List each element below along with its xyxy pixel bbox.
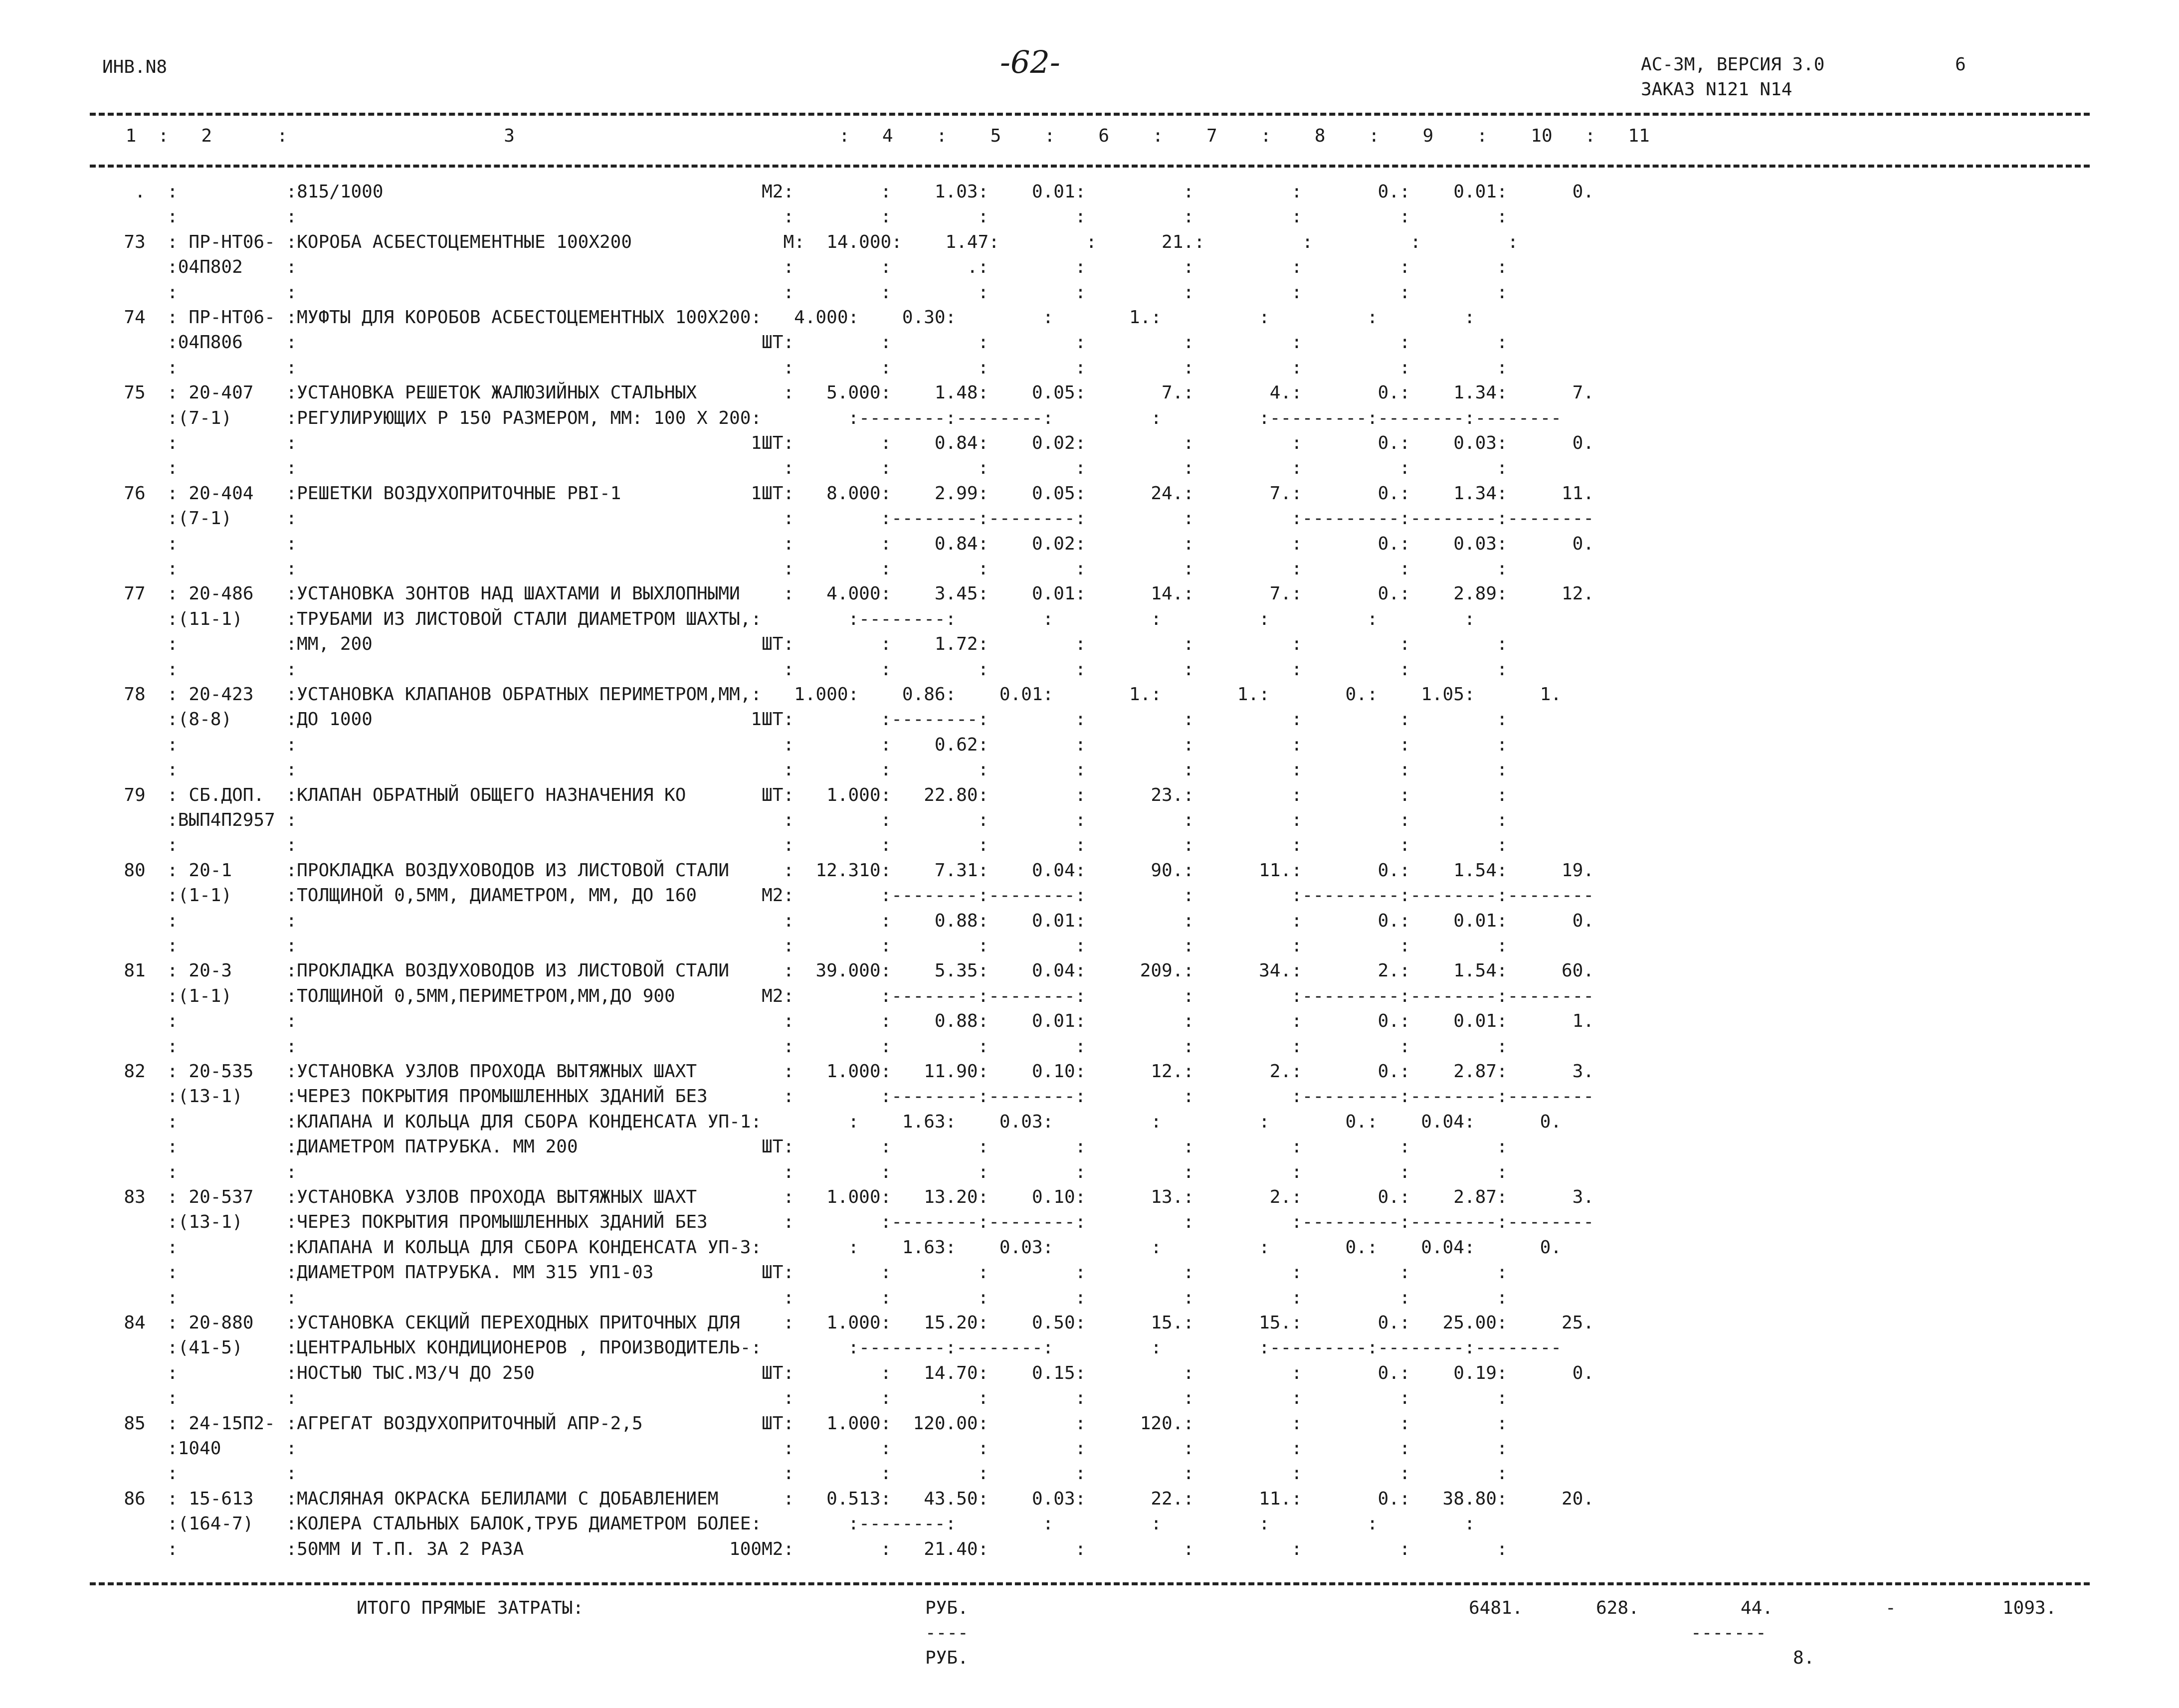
total-unit-dash: ---- (925, 1623, 969, 1643)
table-line: : : : : : : : : : : (102, 1463, 1508, 1484)
table-line: 84 : 20-880 :УСТАНОВКА СЕКЦИЙ ПЕРЕХОДНЫХ ПРИТОЧНЫХ ДЛЯ : 1.000: 15.20: 0.50: 15.: 15.: 0.: 25.00: 25. (102, 1313, 1594, 1333)
table-line: 77 : 20-486 :УСТАНОВКА ЗОНТОВ НАД ШАХТАМИ И ВЫХЛОПНЫМИ : 4.000: 3.45: 0.01: 14.: 7.: 0.: 2.89: 12. (102, 583, 1594, 604)
table-line: :(13-1) :ЧЕРЕЗ ПОКРЫТИЯ ПРОМЫШЛЕННЫХ ЗДАНИЙ БЕЗ : :--------:--------: : :---------:--------:-------- (102, 1212, 1594, 1233)
header-dashed-rule (90, 165, 2090, 168)
table-line: :ВЫП4П2957 : : : : : : : : : (102, 810, 1508, 830)
total-col-9: 44. (1741, 1598, 1774, 1618)
table-line: : :НОСТЬЮ ТЫС.М3/Ч ДО 250 ШТ: : 14.70: 0.15: : : 0.: 0.19: 0. (102, 1362, 1594, 1383)
table-line: : : 1ШТ: : 0.84: 0.02: : : 0.: 0.03: 0. (102, 433, 1594, 453)
table-line: 75 : 20-407 :УСТАНОВКА РЕШЕТОК ЖАЛЮЗИЙНЫХ СТАЛЬНЫХ : 5.000: 1.48: 0.05: 7.: 4.: 0.: 1.34: 7. (102, 382, 1594, 403)
table-line: 73 : ПР-НТ06- :КОРОБА АСБЕСТОЦЕМЕНТНЫЕ 100Х200 М: 14.000: 1.47: : 21.: : : : (102, 231, 1519, 252)
table-line: : : : : : : : : : : (102, 835, 1508, 856)
table-line: 86 : 15-613 :МАСЛЯНАЯ ОКРАСКА БЕЛИЛАМИ С ДОБАВЛЕНИЕМ : 0.513: 43.50: 0.03: 22.: 11.: 0.: 38.80: 20. (102, 1488, 1594, 1509)
table-line: :(41-5) :ЦЕНТРАЛЬНЫХ КОНДИЦИОНЕРОВ , ПРОИЗВОДИТЕЛЬ-: :--------:--------: : :---------:--------:-------- (102, 1337, 1562, 1358)
total-unit-1: РУБ. (925, 1598, 969, 1618)
table-line: 80 : 20-1 :ПРОКЛАДКА ВОЗДУХОВОДОВ ИЗ ЛИСТОВОЙ СТАЛИ : 12.310: 7.31: 0.04: 90.: 11.: 0.: 1.54: 19. (102, 860, 1594, 881)
table-line: : : : : 0.88: 0.01: : : 0.: 0.01: 0. (102, 910, 1594, 931)
total-label: ИТОГО ПРЯМЫЕ ЗАТРАТЫ: (357, 1598, 584, 1618)
program-version: АС-3М, ВЕРСИЯ 3.0 (1641, 54, 1825, 75)
table-line: : : : : : : : : : : (102, 936, 1508, 956)
table-line: 78 : 20-423 :УСТАНОВКА КЛАПАНОВ ОБРАТНЫХ ПЕРИМЕТРОМ,ММ,: 1.000: 0.86: 0.01: 1.: 1.: 0.: 1.05: 1. (102, 684, 1562, 705)
table-line: : : : : : : : : : : (102, 1161, 1508, 1182)
table-line: : :КЛАПАНА И КОЛЬЦА ДЛЯ СБОРА КОНДЕНСАТА УП-3: : 1.63: 0.03: : : 0.: 0.04: 0. (102, 1237, 1562, 1258)
order-number: ЗАКАЗ N121 N14 (1641, 79, 1792, 100)
table-line: :(1-1) :ТОЛЩИНОЙ 0,5ММ,ПЕРИМЕТРОМ,ММ,ДО 900 М2: :--------:--------: : :---------:--------:-------- (102, 985, 1594, 1006)
table-line: :(13-1) :ЧЕРЕЗ ПОКРЫТИЯ ПРОМЫШЛЕННЫХ ЗДАНИЙ БЕЗ : :--------:--------: : :---------:--------:-------- (102, 1086, 1594, 1107)
table-line: 79 : СБ.ДОП. :КЛАПАН ОБРАТНЫЙ ОБЩЕГО НАЗНАЧЕНИЯ КО ШТ: 1.000: 22.80: : 23.: : : : (102, 784, 1508, 805)
table-line: : :ДИАМЕТРОМ ПАТРУБКА. ММ 315 УП1-03 ШТ: : : : : : : : (102, 1262, 1508, 1283)
total-col-9-second: 8. (1793, 1648, 1815, 1668)
table-line: 85 : 24-15П2- :АГРЕГАТ ВОЗДУХОПРИТОЧНЫЙ АПР-2,5 ШТ: 1.000: 120.00: : 120.: : : : (102, 1413, 1508, 1434)
table-line: :(11-1) :ТРУБАМИ ИЗ ЛИСТОВОЙ СТАЛИ ДИАМЕТРОМ ШАХТЫ,: :--------: : : : : : (102, 608, 1475, 629)
total-col-11: 1093. (2002, 1598, 2057, 1618)
table-line: :(7-1) : : :--------:--------: : :---------:--------:-------- (102, 508, 1594, 529)
total-unit-2: РУБ. (925, 1648, 969, 1668)
table-line: :1040 : : : : : : : : : (102, 1438, 1508, 1459)
column-header-row: 1 : 2 : 3 : 4 : 5 : 6 : 7 : 8 : 9 : 10 : 11 (115, 126, 1650, 146)
table-line: : : : : : : : : : : (102, 559, 1508, 579)
table-line: : : : : : : : : : : (102, 282, 1508, 303)
table-line: :04П806 : ШТ: : : : : : : : (102, 332, 1508, 353)
total-col-8: 628. (1596, 1598, 1639, 1618)
table-line: :(8-8) :ДО 1000 1ШТ: :--------: : : : : : (102, 709, 1508, 730)
table-line: :(7-1) :РЕГУЛИРУЮЩИХ Р 150 РАЗМЕРОМ, ММ: 100 Х 200: :--------:--------: : :---------:--------:-------- (102, 407, 1562, 428)
table-line: : : : : : : : : : : (102, 759, 1508, 780)
table-line: : :50ММ И Т.П. ЗА 2 РАЗА 100М2: : 21.40: : : : : : (102, 1538, 1508, 1559)
table-line: : :КЛАПАНА И КОЛЬЦА ДЛЯ СБОРА КОНДЕНСАТА УП-1: : 1.63: 0.03: : : 0.: 0.04: 0. (102, 1111, 1562, 1132)
total-col-9-dash: ------- (1691, 1623, 1767, 1643)
table-line: : : : : : : : : : : (102, 1036, 1508, 1057)
table-line: : : : : 0.84: 0.02: : : 0.: 0.03: 0. (102, 533, 1594, 554)
table-line: : : : : : : : : : : (102, 659, 1508, 680)
table-line: 74 : ПР-НТ06- :МУФТЫ ДЛЯ КОРОБОВ АСБЕСТОЦЕМЕНТНЫХ 100Х200: 4.000: 0.30: : 1.: : : : (102, 307, 1475, 328)
inventory-number: ИНВ.N8 (102, 57, 168, 77)
table-line: 83 : 20-537 :УСТАНОВКА УЗЛОВ ПРОХОДА ВЫТЯЖНЫХ ШАХТ : 1.000: 13.20: 0.10: 13.: 2.: 0.: 2.87: 3. (102, 1187, 1594, 1207)
table-line: : :ММ, 200 ШТ: : 1.72: : : : : : (102, 634, 1508, 655)
table-line: 82 : 20-535 :УСТАНОВКА УЗЛОВ ПРОХОДА ВЫТЯЖНЫХ ШАХТ : 1.000: 11.90: 0.10: 12.: 2.: 0.: 2.87: 3. (102, 1061, 1594, 1082)
table-line: :(164-7) :КОЛЕРА СТАЛЬНЫХ БАЛОК,ТРУБ ДИАМЕТРОМ БОЛЕЕ: :--------: : : : : : (102, 1514, 1475, 1534)
version-mark: 6 (1955, 54, 1966, 75)
table-line: : : : : : : : : : : (102, 1287, 1508, 1308)
table-line: : :ДИАМЕТРОМ ПАТРУБКА. ММ 200 ШТ: : : : : : : : (102, 1137, 1508, 1157)
table-line: 76 : 20-404 :РЕШЕТКИ ВОЗДУХОПРИТОЧНЫЕ РВI-1 1ШТ: 8.000: 2.99: 0.05: 24.: 7.: 0.: 1.34: 11. (102, 483, 1594, 504)
table-line: . : :815/1000 М2: : 1.03: 0.01: : : 0.: 0.01: 0. (102, 182, 1594, 202)
table-line: :04П802 : : : .: : : : : : (102, 257, 1508, 278)
page-number: -62- (1000, 44, 1060, 80)
table-line: : : : : : : : : : : (102, 206, 1508, 227)
total-col-10: - (1885, 1598, 1896, 1618)
table-line: : : : : : : : : : : (102, 357, 1508, 378)
table-line: : : : : 0.62: : : : : : (102, 734, 1508, 755)
top-dashed-rule (90, 113, 2090, 116)
total-col-7: 6481. (1469, 1598, 1523, 1618)
table-line: : : : : : : : : : : (102, 1388, 1508, 1409)
table-line: 81 : 20-3 :ПРОКЛАДКА ВОЗДУХОВОДОВ ИЗ ЛИСТОВОЙ СТАЛИ : 39.000: 5.35: 0.04: 209.: 34.: 2.: 1.54: 60. (102, 960, 1594, 981)
table-line: :(1-1) :ТОЛЩИНОЙ 0,5ММ, ДИАМЕТРОМ, ММ, ДО 160 М2: :--------:--------: : :---------:--------:-------- (102, 885, 1594, 906)
table-line: : : : : 0.88: 0.01: : : 0.: 0.01: 1. (102, 1011, 1594, 1032)
table-line: : : : : : : : : : : (102, 458, 1508, 479)
bottom-dashed-rule (90, 1582, 2090, 1585)
